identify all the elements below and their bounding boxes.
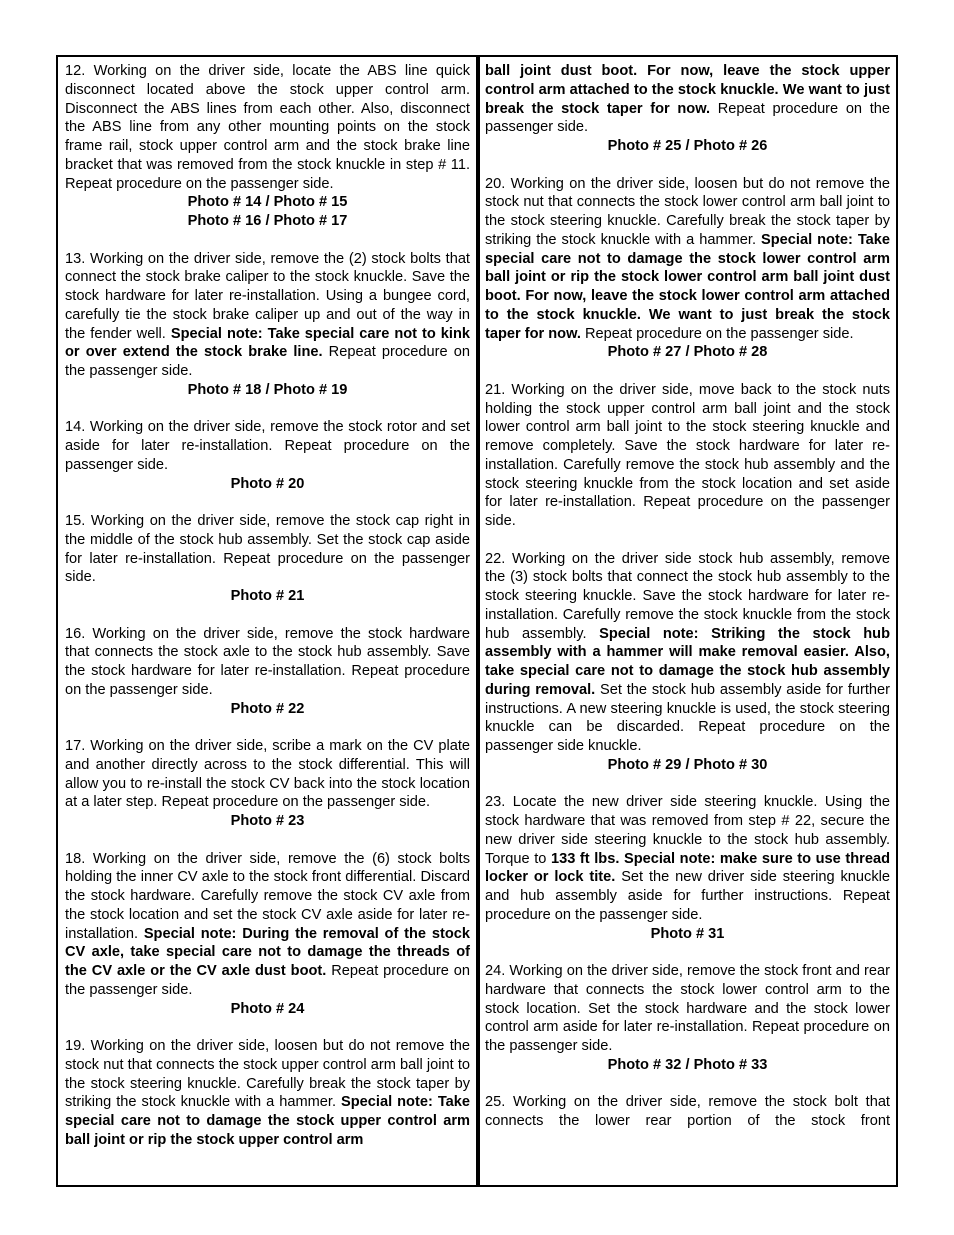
- instruction-step-13: [65, 250, 470, 381]
- photo-reference: Photo # 27 / Photo # 28: [607, 344, 768, 361]
- left-column: [65, 62, 470, 1185]
- paragraph-gap: [485, 943, 890, 962]
- paragraph-gap: [485, 531, 890, 550]
- special-note-text: Special note: Take special care not to kink or over extend the stock brake line.: [65, 325, 470, 361]
- right-column: [485, 62, 890, 1185]
- instruction-text: 21. Working on the driver side, move back to the stock nuts holding the stock upper control arm ball joint and the stock lower control arm ball joint to the stock steering knuckle and remove completely. Save the stock hardware for later re-installation. Carefully remove the stock hub assembly and the stock steering knuckle from the stock location and set aside for later re-installation. Repeat procedure on the passenger side.: [485, 381, 890, 529]
- instruction-text: 18. Working on the driver side, remove the (6) stock bolts holding the inner CV axle to the stock front differential. Discard the stock hardware. Carefully remove the stock CV axle from the stock location and set the stock CV axle aside for later re-installation.: [65, 850, 470, 942]
- instruction-text: 17. Working on the driver side, scribe a mark on the CV plate and another directly across to the stock differential. This will allow you to re-install the stock CV back into the stock location at a later step. Repeat procedure on the passenger side.: [65, 738, 470, 811]
- photo-reference: Photo # 31: [650, 925, 725, 942]
- paragraph-gap: [65, 831, 470, 850]
- instruction-text: 22. Working on the driver side stock hub assembly, remove the (3) stock bolts that connect the stock hub assembly to the stock steering knuckle. Save the stock hardware for later re-installation. Carefully remove the stock knuckle from the stock hub assembly.: [485, 550, 890, 642]
- instruction-text: Set the stock hub assembly aside for further instructions. A new steering knuckle is used, the stock steering knuckle can be discarded. Repeat procedure on the passenger side knuckle.: [485, 681, 890, 754]
- paragraph-gap: [65, 400, 470, 419]
- special-note-text: Special note: Take special care not to damage the stock upper control arm ball joint or rip the stock upper control arm: [65, 1094, 470, 1148]
- paragraph-gap: [65, 606, 470, 625]
- photo-reference: Photo # 21: [230, 588, 305, 604]
- special-note-text: Special note: Take special care not to damage the stock lower control arm ball joint or rip the stock lower control arm ball joint dust boot. For now, leave the stock lower control arm attached to the stock knuckle. We want to just break the stock taper for now.: [485, 231, 890, 342]
- column-divider: [476, 57, 480, 1185]
- photo-reference: Photo # 24: [230, 1000, 305, 1017]
- paragraph-gap: [485, 362, 890, 381]
- photo-reference: Photo # 32 / Photo # 33: [607, 1056, 768, 1073]
- instruction-text: 16. Working on the driver side, remove the stock hardware that connects the stock axle to the stock hub assembly. Save the stock hardware for later re-installation. Repeat procedure on the passenger side.: [65, 625, 470, 698]
- instruction-step-19-cont: [485, 62, 890, 137]
- instruction-step-24: [485, 962, 890, 1056]
- photo-reference: Photo # 22: [230, 700, 305, 717]
- paragraph-gap: [65, 231, 470, 250]
- instruction-text: 25. Working on the driver side, remove the stock bolt that connects the lower rear portion of the stock front: [485, 1094, 890, 1129]
- instruction-step-23: [485, 793, 890, 924]
- photo-reference: Photo # 18 / Photo # 19: [187, 381, 348, 398]
- photo-reference: Photo # 16 / Photo # 17: [187, 213, 348, 229]
- special-note-text: Special note: During the removal of the stock CV axle, take special care not to damage the threads of the CV axle or the CV axle dust boot.: [65, 925, 470, 979]
- instruction-text: Repeat procedure on the passenger side.: [65, 344, 470, 379]
- photo-reference: Photo # 20: [230, 475, 305, 492]
- paragraph-gap: [485, 1075, 890, 1094]
- instruction-text: Repeat procedure on the passenger side.: [580, 325, 854, 342]
- instruction-text: Repeat procedure on the passenger side.: [65, 963, 470, 998]
- instruction-text: 23. Locate the new driver side steering knuckle. Using the stock hardware that was removed from step # 22, secure the new driver side steering knuckle to the stock hub assembly. Torque to: [485, 794, 890, 867]
- instruction-page-frame: [56, 55, 898, 1187]
- instruction-step-14: [65, 418, 470, 474]
- special-note-text: Special note: Striking the stock hub assembly with a hammer will make removal easier. Also, take special care not to damage the stock hub assembly during removal.: [485, 625, 890, 698]
- instruction-text: 12. Working on the driver side, locate the ABS line quick disconnect located above the stock upper control arm. Disconnect the ABS lines from each other. Also, disconnect the ABS line from any other mounting points on the stock frame rail, stock upper control arm and the stock brake line bracket that was removed from the stock knuckle in step # 11. Repeat procedure on the passenger side.: [65, 63, 470, 192]
- instruction-text: Repeat procedure on the passenger side.: [485, 100, 890, 136]
- photo-reference: Photo # 14 / Photo # 15: [187, 194, 348, 211]
- instruction-text: 14. Working on the driver side, remove the stock rotor and set aside for later re-installation. Repeat procedure on the passenger side.: [65, 419, 470, 473]
- instruction-step-12: [65, 62, 470, 193]
- photo-reference: Photo # 29 / Photo # 30: [607, 756, 768, 773]
- instruction-text: 15. Working on the driver side, remove the stock cap right in the middle of the stock hub assembly. Set the stock cap aside for later re-installation. Repeat procedure on the passenger side.: [65, 513, 470, 586]
- instruction-step-15: [65, 512, 470, 587]
- special-note-text: ball joint dust boot. For now, leave the stock upper control arm attached to the stock knuckle. We want to just break the stock taper for now.: [485, 63, 890, 117]
- paragraph-gap: [65, 493, 470, 512]
- instruction-step-21: [485, 381, 890, 531]
- instruction-text: 20. Working on the driver side, loosen but do not remove the stock nut that connects the stock lower control arm ball joint to the stock steering knuckle. Carefully break the stock taper by striking the stock knuckle with a hammer.: [485, 175, 890, 248]
- instruction-step-25: [485, 1093, 890, 1131]
- paragraph-gap: [65, 1018, 470, 1037]
- instruction-step-17: [65, 737, 470, 812]
- photo-reference: Photo # 25 / Photo # 26: [607, 138, 768, 154]
- paragraph-gap: [65, 718, 470, 737]
- paragraph-gap: [485, 156, 890, 175]
- instruction-step-19: [65, 1037, 470, 1150]
- special-note-text: 133 ft lbs. Special note: make sure to use thread locker or lock tite.: [485, 850, 890, 886]
- instruction-step-18: [65, 850, 470, 1000]
- instruction-text: 19. Working on the driver side, loosen but do not remove the stock nut that connects the stock upper control arm ball joint to the stock steering knuckle. Carefully break the stock taper by striking the stock knuckle with a hammer.: [65, 1038, 470, 1111]
- instruction-text: Set the new driver side steering knuckle and hub assembly aside for further instructions. Repeat procedure on the passenger side.: [485, 869, 890, 923]
- paragraph-gap: [485, 775, 890, 794]
- instruction-text: 13. Working on the driver side, remove the (2) stock bolts that connect the stock brake caliper to the stock knuckle. Save the stock hardware for later re-installation. Using a bungee cord, carefully tie the stock brake caliper up and out of the way in the fender well.: [65, 250, 470, 342]
- instruction-step-22: [485, 550, 890, 756]
- instruction-step-20: [485, 175, 890, 344]
- instruction-step-16: [65, 625, 470, 700]
- photo-reference: Photo # 23: [230, 813, 305, 829]
- instruction-text: 24. Working on the driver side, remove the stock front and rear hardware that connects the stock lower control arm to the stock location. Set the stock hardware and the stock lower control arm aside for later re-installation. Repeat procedure on the passenger side.: [485, 963, 890, 1054]
